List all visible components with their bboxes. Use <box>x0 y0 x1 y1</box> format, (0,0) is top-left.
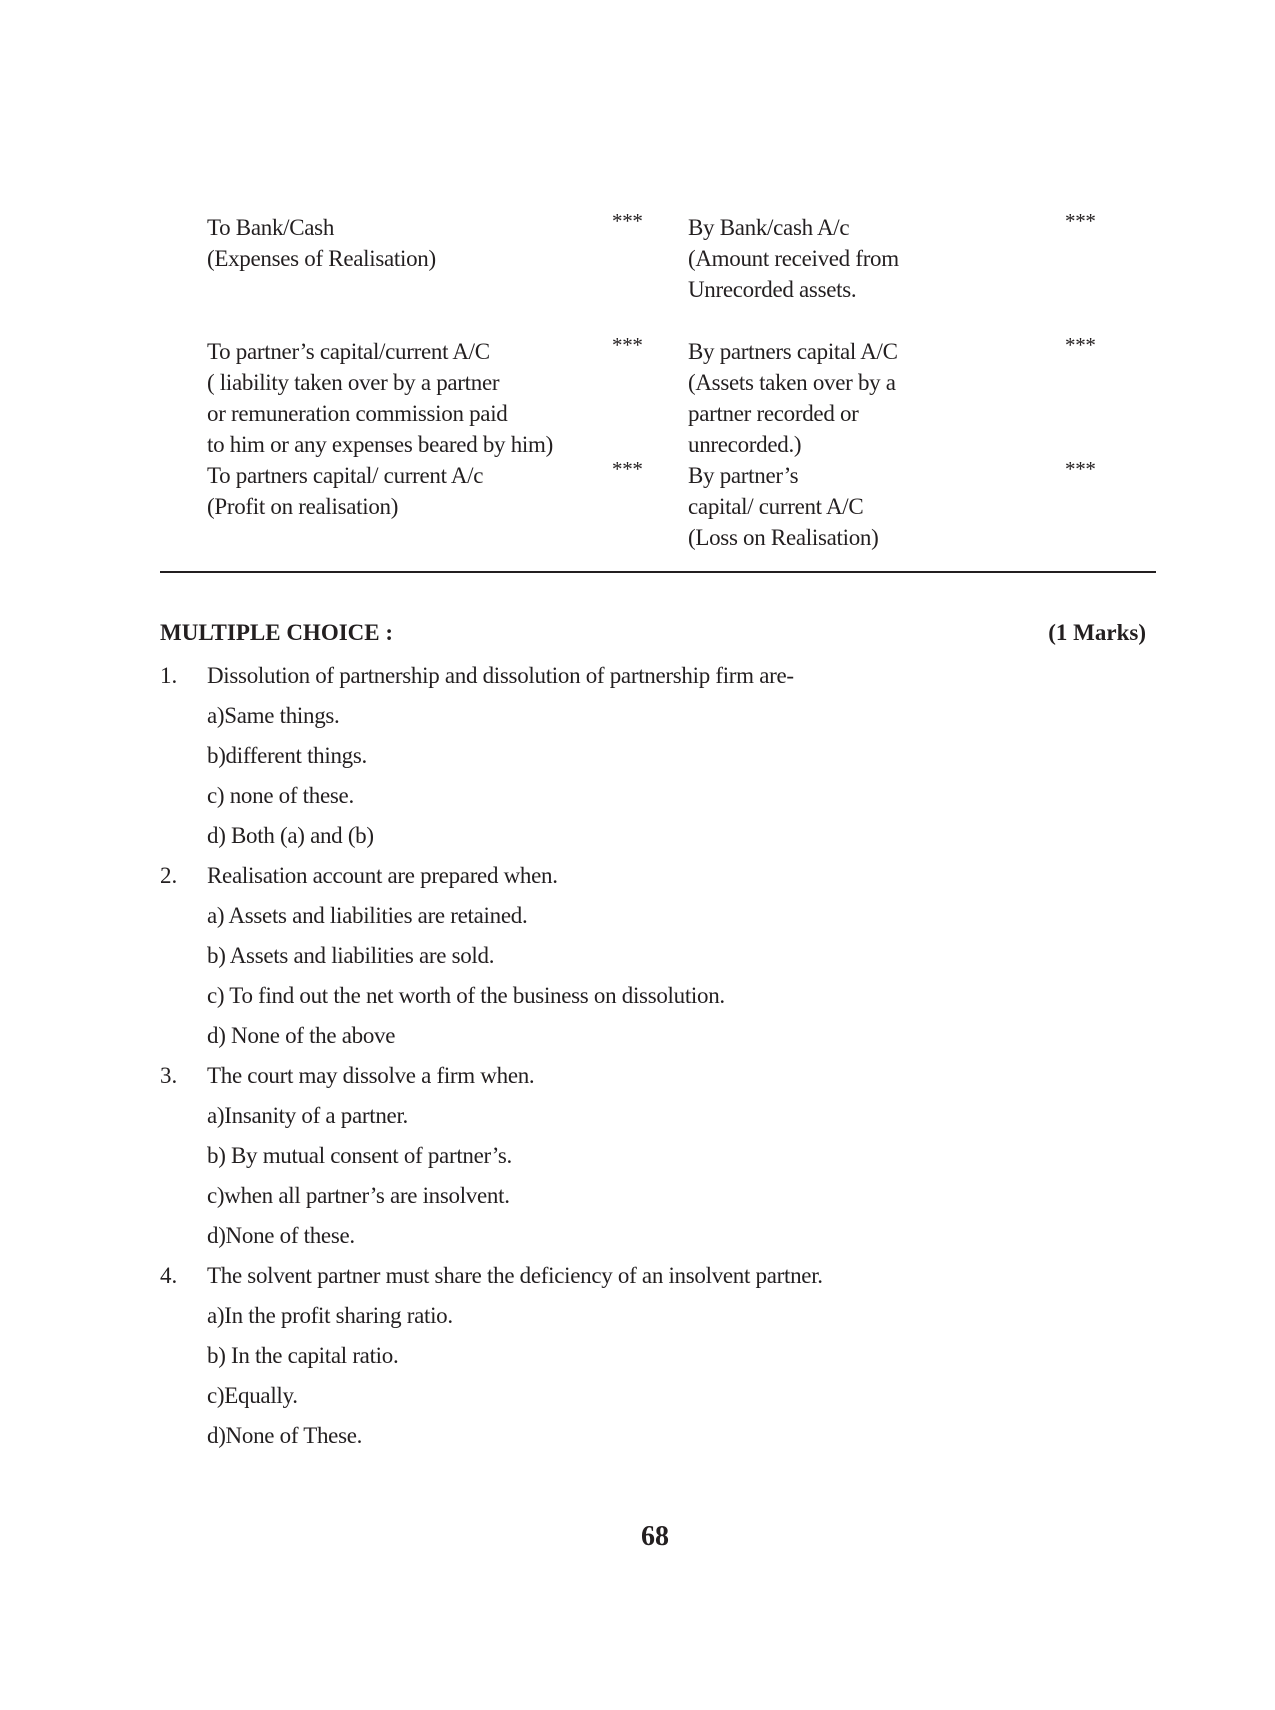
answer-option: d) Both (a) and (b) <box>207 823 374 848</box>
debit-entry <box>207 460 483 522</box>
credit-line: (Assets taken over by a <box>688 370 896 395</box>
ledger-row <box>160 457 1156 560</box>
answer-option: c) To find out the net worth of the business on dissolution. <box>207 983 725 1008</box>
question-list <box>160 656 1156 1456</box>
marks-label: (1 Marks) <box>1048 620 1146 645</box>
answer-option: b) By mutual consent of partner’s. <box>207 1143 512 1168</box>
answer-option: c)Equally. <box>207 1383 298 1408</box>
credit-amount: *** <box>1065 457 1096 481</box>
question-item <box>160 1056 1156 1256</box>
answer-option: a)In the profit sharing ratio. <box>207 1303 453 1328</box>
debit-amount: *** <box>612 333 643 357</box>
question-text: The solvent partner must share the deficiency of an insolvent partner. <box>207 1263 823 1288</box>
answer-option: b) In the capital ratio. <box>207 1343 399 1368</box>
debit-amount: *** <box>612 457 643 481</box>
answer-option: b) Assets and liabilities are sold. <box>207 943 495 968</box>
answer-option: c)when all partner’s are insolvent. <box>207 1183 510 1208</box>
section-title: MULTIPLE CHOICE : <box>160 620 394 645</box>
question-item <box>160 1256 1156 1456</box>
debit-line: (Profit on realisation) <box>207 494 399 519</box>
credit-line: Unrecorded assets. <box>688 277 857 302</box>
credit-line: partner recorded or <box>688 401 859 426</box>
debit-line: To Bank/Cash <box>207 215 335 240</box>
debit-line: To partners capital/ current A/c <box>207 463 484 488</box>
credit-line: By Bank/cash A/c <box>688 215 850 240</box>
debit-entry <box>207 336 553 460</box>
answer-option: a)Same things. <box>207 703 340 728</box>
credit-line: unrecorded.) <box>688 432 802 457</box>
answer-option: c) none of these. <box>207 783 354 808</box>
credit-amount: *** <box>1065 333 1096 357</box>
credit-line: capital/ current A/C <box>688 494 864 519</box>
credit-line: (Loss on Realisation) <box>688 525 879 550</box>
answer-option: d)None of These. <box>207 1423 363 1448</box>
credit-line: By partners capital A/C <box>688 339 898 364</box>
question-number: 4. <box>160 1263 178 1288</box>
credit-entry <box>688 336 898 460</box>
credit-entry <box>688 460 878 553</box>
realisation-account-ledger <box>160 209 1156 560</box>
debit-line: (Expenses of Realisation) <box>207 246 436 271</box>
answer-option: d) None of the above <box>207 1023 396 1048</box>
section-heading <box>160 617 1146 648</box>
answer-option: d)None of these. <box>207 1223 355 1248</box>
ledger-row <box>160 209 1156 336</box>
credit-amount: *** <box>1065 209 1096 233</box>
debit-line: to him or any expenses beared by him) <box>207 432 553 457</box>
question-item <box>160 656 1156 856</box>
credit-line: (Amount received from <box>688 246 899 271</box>
page-number: 68 <box>641 1521 669 1552</box>
question-number: 1. <box>160 663 178 688</box>
question-text: Realisation account are prepared when. <box>207 863 558 888</box>
debit-line: ( liability taken over by a partner <box>207 370 500 395</box>
answer-option: b)different things. <box>207 743 367 768</box>
ledger-row <box>160 333 1156 460</box>
question-text: The court may dissolve a firm when. <box>207 1063 535 1088</box>
debit-line: To partner’s capital/current A/C <box>207 339 490 364</box>
question-number: 3. <box>160 1063 178 1088</box>
credit-line: By partner’s <box>688 463 799 488</box>
ledger-total-rule <box>160 571 1156 573</box>
debit-amount: *** <box>612 209 643 233</box>
question-number: 2. <box>160 863 178 888</box>
debit-line: or remuneration commission paid <box>207 401 508 426</box>
credit-entry <box>688 212 899 305</box>
answer-option: a) Assets and liabilities are retained. <box>207 903 528 928</box>
answer-option: a)Insanity of a partner. <box>207 1103 408 1128</box>
question-item <box>160 856 1156 1056</box>
debit-entry <box>207 212 436 274</box>
question-text: Dissolution of partnership and dissolution of partnership firm are- <box>207 663 794 688</box>
